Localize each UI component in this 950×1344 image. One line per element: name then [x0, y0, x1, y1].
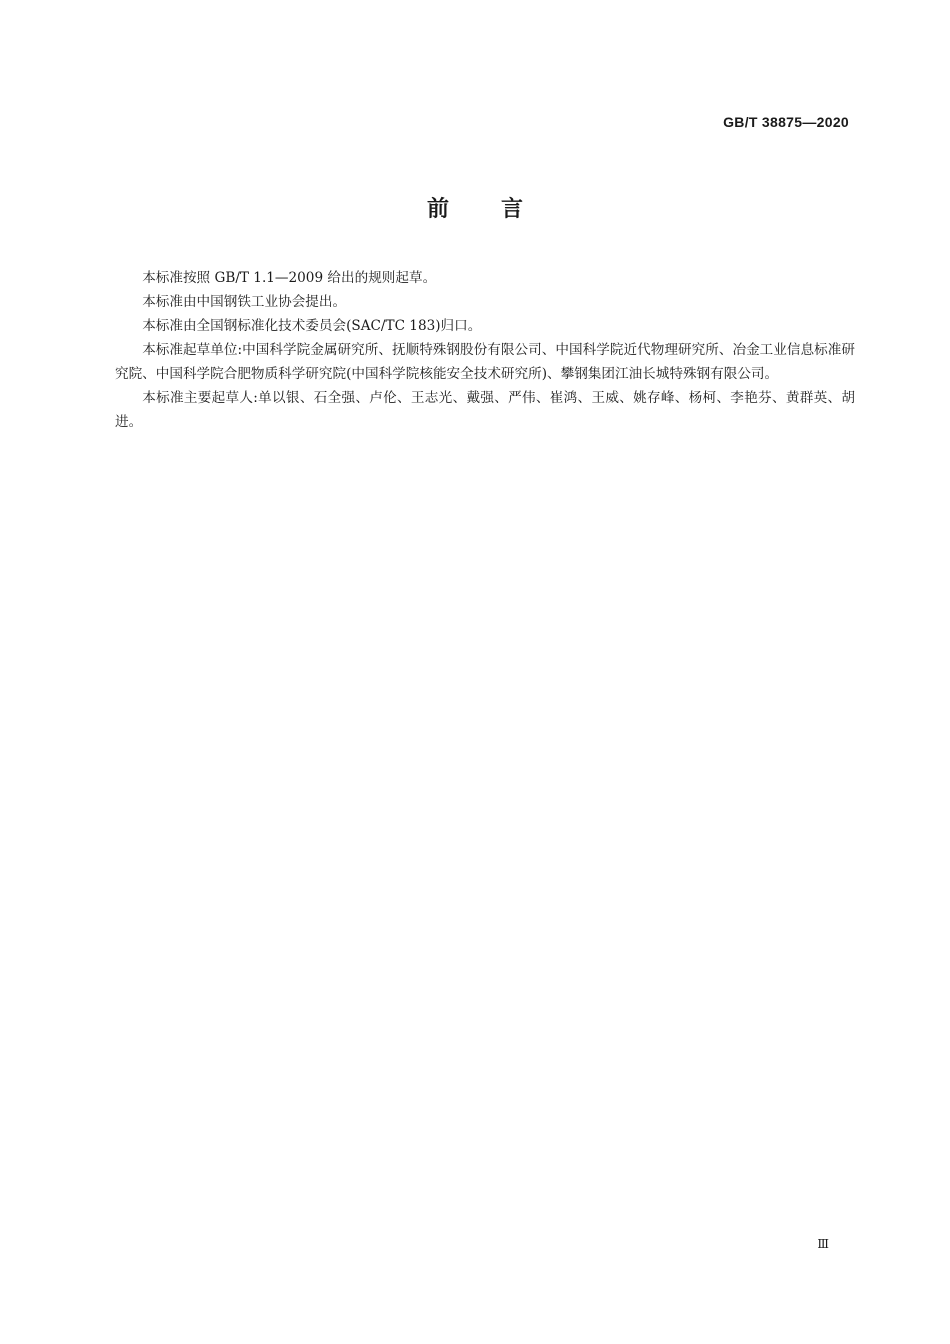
paragraph-proposer: 本标准由中国钢铁工业协会提出。: [142, 294, 347, 310]
standard-code: GB/T 38875—2020: [723, 114, 849, 130]
paragraph-drafting-rules: 本标准按照 GB/T 1.1—2009 给出的规则起草。: [142, 270, 437, 286]
page-title: 前言: [426, 197, 575, 222]
paragraph-drafting-organizations: 本标准起草单位:中国科学院金属研究所、抚顺特殊钢股份有限公司、中国科学院近代物理研究所、冶金工业信息标准研究院、中国科学院合肥物质科学研究院(中国科学院核能安全技术研究所)、攀钢集团江油长城特殊钢有限公司。: [115, 342, 855, 382]
page-number: Ⅲ: [817, 1237, 829, 1251]
paragraph-main-drafters: 本标准主要起草人:单以银、石全强、卢伦、王志光、戴强、严伟、崔鸿、王威、姚存峰、杨柯、李艳芬、黄群英、胡进。: [115, 390, 855, 430]
paragraph-centralized-unit: 本标准由全国钢标准化技术委员会(SAC/TC 183)归口。: [142, 318, 482, 334]
document-body: [115, 266, 855, 434]
